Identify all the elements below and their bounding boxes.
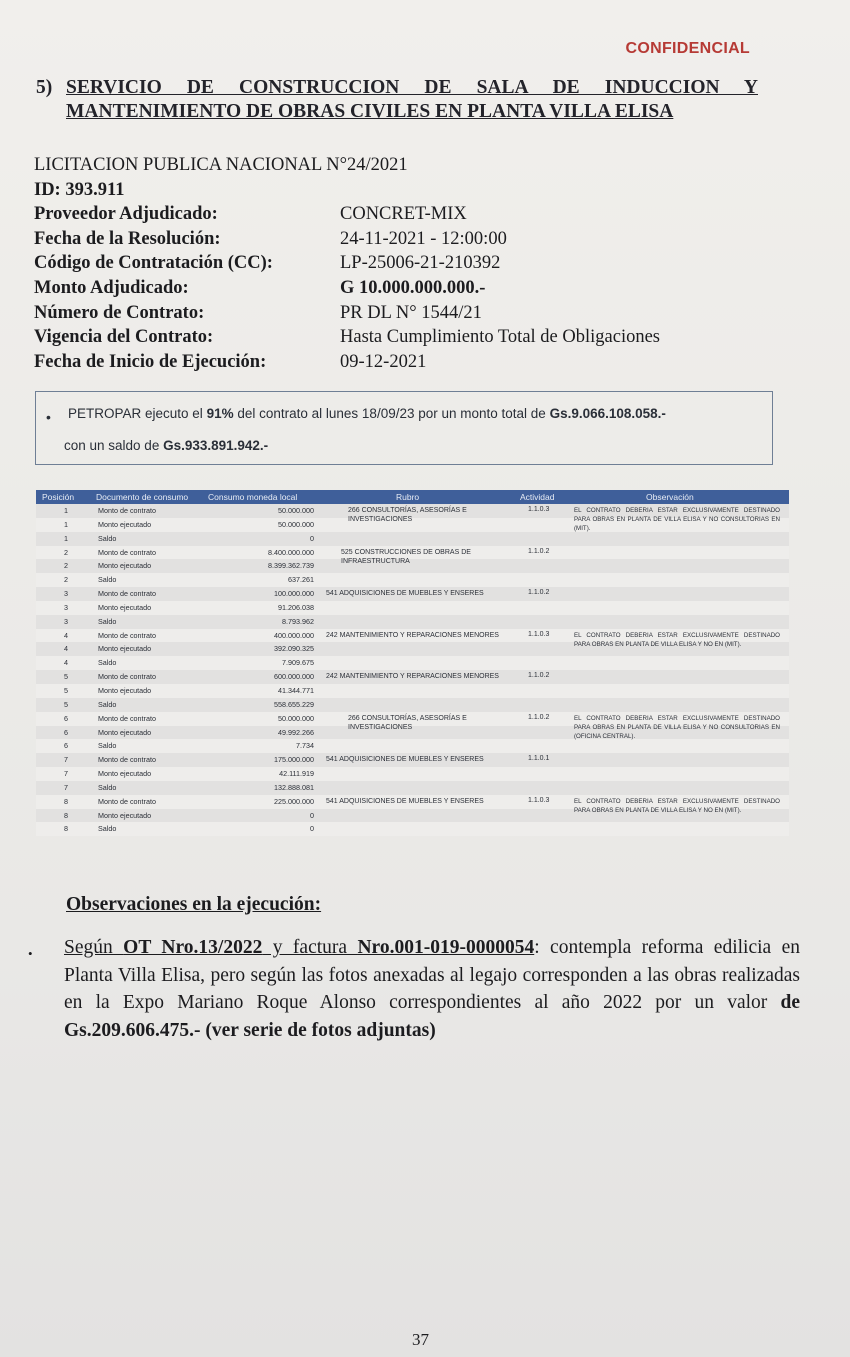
cell-documento: Saldo bbox=[98, 575, 117, 585]
cell-documento: Monto de contrato bbox=[98, 630, 156, 640]
cell-consumo: 0 bbox=[310, 824, 314, 834]
tender-id: ID: 393.911 bbox=[34, 179, 125, 200]
cell-posicion: 1 bbox=[64, 533, 68, 543]
cell-posicion: 6 bbox=[64, 741, 68, 751]
cell-consumo: 8.399.362.739 bbox=[268, 561, 314, 571]
cell-documento: Monto ejecutado bbox=[98, 727, 152, 737]
cell-observacion: EL CONTRATO DEBERIA ESTAR EXCLUSIVAMENTE DESTINADO PARA OBRAS EN PLANTA DE VILLA ELISA Y NO CONSULTORIAS EN (OFICINA CENTRAL). bbox=[574, 714, 780, 740]
cell-posicion: 8 bbox=[64, 796, 68, 806]
cell-rubro: 242 MANTENIMIENTO Y REPARACIONES MENORES bbox=[326, 673, 499, 681]
cell-documento: Saldo bbox=[98, 699, 117, 709]
cell-posicion: 6 bbox=[64, 727, 68, 737]
table-row bbox=[36, 767, 789, 781]
cell-consumo: 8.793.962 bbox=[282, 616, 314, 626]
cell-consumo: 392.090.325 bbox=[274, 644, 314, 654]
header-rubro: Rubro bbox=[396, 492, 420, 502]
cell-consumo: 7.909.675 bbox=[282, 658, 314, 668]
cell-documento: Monto de contrato bbox=[98, 755, 156, 765]
cell-actividad: 1.1.0.1 bbox=[528, 755, 550, 763]
cell-documento: Saldo bbox=[98, 658, 117, 668]
cell-consumo: 41.344.771 bbox=[278, 685, 314, 695]
cell-consumo: 42.111.919 bbox=[279, 769, 314, 779]
section-title-line2: MANTENIMIENTO DE OBRAS CIVILES EN PLANTA VILLA ELISA bbox=[66, 101, 674, 122]
cell-posicion: 7 bbox=[64, 769, 68, 779]
cell-rubro: 541 ADQUISICIONES DE MUEBLES Y ENSERES bbox=[326, 797, 484, 805]
cell-observacion: EL CONTRATO DEBERIA ESTAR EXCLUSIVAMENTE DESTINADO PARA OBRAS EN PLANTA DE VILLA ELISA Y NO EN (MIT). bbox=[574, 631, 780, 648]
cell-documento: Monto de contrato bbox=[98, 672, 156, 682]
header-consumo: Consumo moneda local bbox=[208, 492, 298, 502]
field-label: Fecha de la Resolución: bbox=[34, 228, 221, 249]
cell-rubro: 266 CONSULTORÍAS, ASESORÍAS E INVESTIGACIONES bbox=[348, 714, 467, 731]
cell-rubro: 541 ADQUISICIONES DE MUEBLES Y ENSERES bbox=[326, 756, 484, 764]
cell-documento: Monto ejecutado bbox=[98, 769, 152, 779]
cell-documento: Monto ejecutado bbox=[98, 685, 152, 695]
header-observacion: Observación bbox=[646, 492, 694, 502]
cell-documento: Saldo bbox=[98, 741, 117, 751]
table-row bbox=[36, 656, 789, 670]
cell-posicion: 4 bbox=[64, 630, 68, 640]
cell-documento: Monto de contrato bbox=[98, 589, 156, 599]
cell-consumo: 7.734 bbox=[296, 741, 314, 751]
cell-posicion: 8 bbox=[64, 810, 68, 820]
header-posicion: Posición bbox=[42, 492, 75, 502]
cell-consumo: 50.000.000 bbox=[278, 519, 314, 529]
cell-documento: Monto ejecutado bbox=[98, 561, 152, 571]
cell-consumo: 175.000.000 bbox=[274, 755, 314, 765]
cell-consumo: 558.655.229 bbox=[274, 699, 314, 709]
cell-rubro: 541 ADQUISICIONES DE MUEBLES Y ENSERES bbox=[326, 590, 484, 598]
cell-consumo: 400.000.000 bbox=[274, 630, 314, 640]
field-label: Número de Contrato: bbox=[34, 302, 205, 323]
cell-actividad: 1.1.0.3 bbox=[528, 630, 550, 638]
note-line2: con un saldo de Gs.933.891.942.- bbox=[64, 438, 269, 453]
header-documento: Documento de consumo bbox=[96, 492, 189, 502]
field-label: Proveedor Adjudicado: bbox=[34, 204, 218, 225]
confidential-label: CONFIDENCIAL bbox=[625, 40, 750, 57]
cell-documento: Monto ejecutado bbox=[98, 519, 152, 529]
cell-actividad: 1.1.0.2 bbox=[528, 589, 550, 597]
cell-posicion: 2 bbox=[64, 575, 68, 585]
cell-consumo: 0 bbox=[310, 533, 314, 543]
cell-posicion: 3 bbox=[64, 589, 68, 599]
cell-posicion: 7 bbox=[64, 755, 68, 765]
cell-posicion: 8 bbox=[64, 824, 68, 834]
cell-posicion: 3 bbox=[64, 602, 68, 612]
cell-documento: Saldo bbox=[98, 616, 117, 626]
note-line1: PETROPAR ejecuto el 91% del contrato al lunes 18/09/23 por un monto total de Gs.9.066.108.058.- bbox=[68, 406, 666, 421]
observation-paragraph: Según OT Nro.13/2022 y factura Nro.001-019-0000054: contempla reforma edilicia en Planta Villa Elisa, pero según las fotos anexadas al legajo corresponden a las obras realizadas en la Expo Mariano Roque Alonso correspondientes al año 2022 por un valor de Gs.209.606.475.- (ver serie de fotos adjuntas) bbox=[64, 937, 801, 1041]
cell-consumo: 225.000.000 bbox=[274, 796, 314, 806]
cell-consumo: 8.400.000.000 bbox=[268, 547, 314, 557]
observations-title: Observaciones en la ejecución: bbox=[66, 894, 322, 915]
cell-documento: Monto ejecutado bbox=[98, 644, 152, 654]
cell-posicion: 7 bbox=[64, 782, 68, 792]
field-label: Monto Adjudicado: bbox=[34, 277, 189, 298]
bullet-icon: • bbox=[28, 946, 33, 961]
section-number: 5) bbox=[36, 77, 53, 98]
cell-rubro: 266 CONSULTORÍAS, ASESORÍAS E INVESTIGACIONES bbox=[348, 507, 467, 523]
field-label: Fecha de Inicio de Ejecución: bbox=[34, 351, 267, 372]
table-row bbox=[36, 698, 789, 712]
cell-posicion: 1 bbox=[64, 519, 68, 529]
cell-documento: Saldo bbox=[98, 824, 117, 834]
cell-posicion: 3 bbox=[64, 616, 68, 626]
cell-consumo: 637.261 bbox=[288, 575, 314, 585]
cell-documento: Monto ejecutado bbox=[98, 810, 152, 820]
cell-documento: Saldo bbox=[98, 533, 117, 543]
cell-rubro: 242 MANTENIMIENTO Y REPARACIONES MENORES bbox=[326, 631, 499, 639]
tender-name: LICITACION PUBLICA NACIONAL N°24/2021 bbox=[34, 155, 408, 175]
table-row bbox=[36, 615, 789, 629]
cell-observacion: EL CONTRATO DEBERIA ESTAR EXCLUSIVAMENTE DESTINADO PARA OBRAS EN PLANTA DE VILLA ELISA Y NO CONSULTORIAS EN (MIT). bbox=[574, 507, 780, 532]
execution-table bbox=[36, 490, 789, 836]
cell-consumo: 91.206.038 bbox=[278, 602, 314, 612]
cell-documento: Monto de contrato bbox=[98, 713, 156, 723]
table-row bbox=[36, 739, 789, 753]
table-row bbox=[36, 684, 789, 698]
field-label: Código de Contratación (CC): bbox=[34, 253, 273, 274]
cell-actividad: 1.1.0.2 bbox=[528, 713, 550, 721]
cell-actividad: 1.1.0.2 bbox=[528, 672, 550, 680]
cell-posicion: 5 bbox=[64, 672, 68, 682]
table-header bbox=[36, 490, 789, 504]
cell-consumo: 50.000.000 bbox=[278, 713, 314, 723]
cell-posicion: 4 bbox=[64, 658, 68, 668]
table-row bbox=[36, 532, 789, 546]
cell-documento: Monto de contrato bbox=[98, 547, 156, 557]
cell-posicion: 5 bbox=[64, 699, 68, 709]
cell-posicion: 6 bbox=[64, 713, 68, 723]
cell-posicion: 1 bbox=[64, 506, 68, 515]
cell-consumo: 132.888.081 bbox=[274, 782, 314, 792]
bullet-icon: • bbox=[46, 409, 51, 425]
field-value: 09-12-2021 bbox=[340, 351, 427, 372]
header-actividad: Actividad bbox=[520, 492, 555, 502]
field-label: Vigencia del Contrato: bbox=[34, 327, 214, 348]
cell-posicion: 2 bbox=[64, 561, 68, 571]
cell-documento: Monto de contrato bbox=[98, 796, 156, 806]
cell-posicion: 5 bbox=[64, 685, 68, 695]
cell-actividad: 1.1.0.2 bbox=[528, 547, 550, 555]
cell-consumo: 100.000.000 bbox=[274, 589, 314, 599]
table-row bbox=[36, 822, 789, 836]
field-value: 24-11-2021 - 12:00:00 bbox=[340, 228, 507, 249]
field-value: PR DL N° 1544/21 bbox=[340, 302, 482, 323]
field-value: G 10.000.000.000.- bbox=[340, 277, 486, 298]
cell-consumo: 600.000.000 bbox=[274, 672, 314, 682]
table-row bbox=[36, 573, 789, 587]
table-row bbox=[36, 601, 789, 615]
table-row bbox=[36, 781, 789, 795]
execution-note-box bbox=[35, 391, 773, 465]
cell-posicion: 2 bbox=[64, 547, 68, 557]
page-number: 37 bbox=[412, 1330, 429, 1349]
field-value: LP-25006-21-210392 bbox=[340, 253, 501, 274]
table-body bbox=[36, 504, 789, 836]
cell-rubro: 525 CONSTRUCCIONES DE OBRAS DE INFRAESTRUCTURA bbox=[341, 548, 471, 565]
cell-documento: Monto de contrato bbox=[98, 506, 156, 515]
section-title-line1: SERVICIO DE CONSTRUCCION DE SALA DE INDUCCION Y bbox=[66, 77, 758, 98]
cell-documento: Monto ejecutado bbox=[98, 602, 152, 612]
cell-actividad: 1.1.0.3 bbox=[528, 796, 550, 804]
cell-consumo: 50.000.000 bbox=[278, 506, 314, 515]
cell-consumo: 0 bbox=[310, 810, 314, 820]
field-value: CONCRET-MIX bbox=[340, 204, 467, 225]
cell-consumo: 49.992.266 bbox=[278, 727, 314, 737]
cell-posicion: 4 bbox=[64, 644, 68, 654]
cell-actividad: 1.1.0.3 bbox=[528, 506, 550, 513]
field-value: Hasta Cumplimiento Total de Obligaciones bbox=[340, 327, 661, 348]
cell-documento: Saldo bbox=[98, 782, 117, 792]
cell-observacion: EL CONTRATO DEBERIA ESTAR EXCLUSIVAMENTE DESTINADO PARA OBRAS EN PLANTA DE VILLA ELISA Y NO EN (MIT). bbox=[574, 797, 780, 814]
